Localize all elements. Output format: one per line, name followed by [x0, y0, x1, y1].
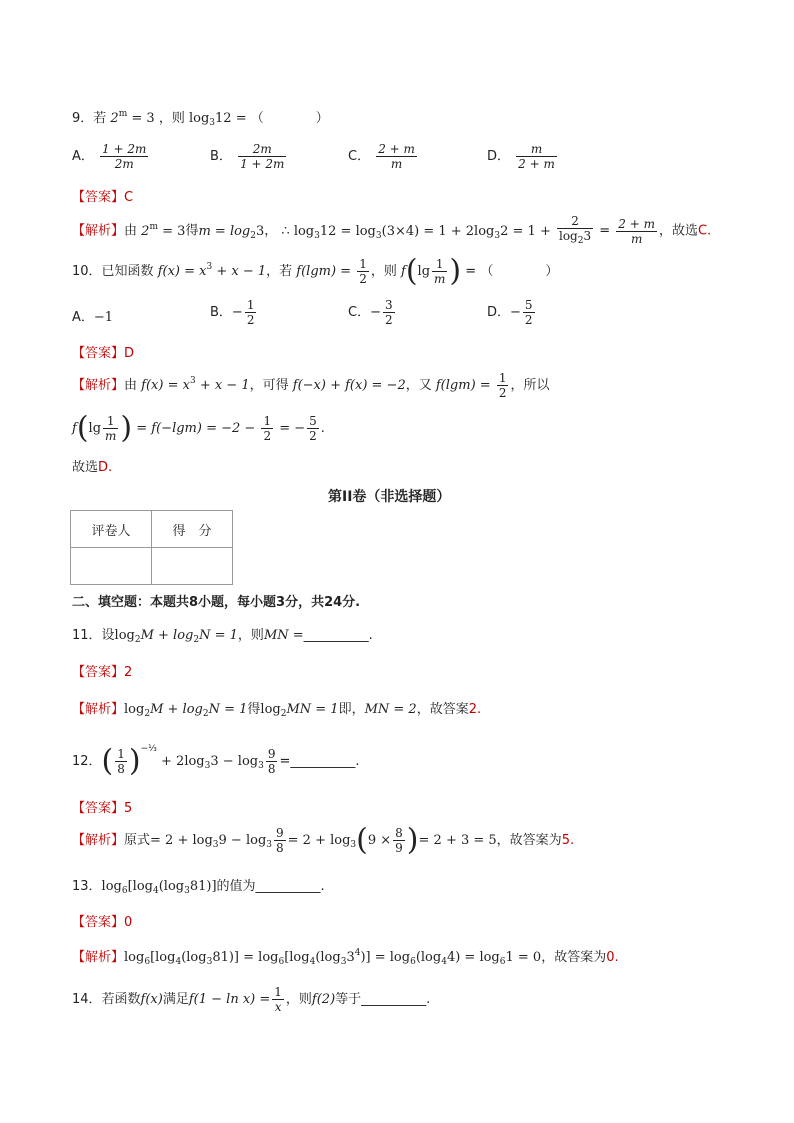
q9-option-a[interactable]: A． $\frac{1 + 2m}{2m}$ [72, 142, 147, 171]
q10-option-b[interactable]: B．− $\frac{1}{2}$ [210, 298, 255, 327]
q9-stem: 9．若 $2^m = 3$ ，则 $\log_312$ = （ ） [72, 109, 329, 128]
q9-option-b[interactable]: B． $\frac{2m}{1 + 2m}$ [210, 142, 285, 171]
q12-stem: 12．( $\frac{1}{8}$ )$^{-\frac{1}{3}} + 2\log_33 - \log_3$ $\frac{9}{8}$ =__________. [72, 743, 360, 779]
q11-stem: 11．设$\log_2M + \log_2N = 1$，则MN =__________. [72, 628, 373, 645]
q9-blank[interactable]: （ ） [250, 111, 329, 126]
score-cell-score[interactable] [152, 548, 233, 585]
q10-option-a[interactable]: A．−1 [72, 310, 114, 325]
score-header-grader: 评卷人 [71, 511, 152, 548]
q10-blank[interactable]: （ ） [480, 264, 559, 279]
q10-option-c[interactable]: C．− $\frac{3}{2}$ [348, 298, 393, 327]
q10-answer: 【答案】D [72, 346, 135, 361]
q12-blank[interactable]: __________ [290, 754, 356, 769]
q10-analysis-line1: 【解析】由 $f(x) = x^3 + x - 1$，可得 f(−x) + f(x) = −2，又 f(lgm) = $\frac{1}{2}$ ，所以 [72, 371, 550, 400]
q11-analysis: 【解析】$\log_2M + \log_2N = 1$得$\log_2MN = 1$即，MN = 2，故答案2. [72, 702, 482, 719]
q9-option-d[interactable]: D． $\frac{m}{2 + m}$ [487, 142, 555, 171]
q11-blank[interactable]: __________ [303, 628, 369, 643]
score-table [70, 510, 233, 585]
q9-option-c[interactable]: C． $\frac{2 + m}{m}$ [348, 142, 415, 171]
q9-answer: 【答案】C [72, 190, 134, 205]
score-header-score: 得 分 [152, 511, 233, 548]
q13-stem: 13．$\log_6[\log_4(\log_381)]$的值为__________. [72, 879, 325, 896]
q11-answer: 【答案】2 [72, 665, 133, 680]
q9-analysis: 【解析】由 $2^m = 3$得$m = \log_23$， ∴ $\log_312 = \log_3(3\times 4) = 1 + 2\log_32 = 1$ + $\frac{2}{\log_23}$ = $\frac{2 + m}{m}$ ，故选C. [72, 214, 712, 246]
q14-blank[interactable]: __________ [361, 992, 427, 1007]
section-title: 第II卷（非选择题） [328, 489, 451, 505]
q10-analysis-line2: f(lg $\frac{1}{m}$ ) = f(−lgm) = −2 − $\frac{1}{2}$ = − $\frac{5}{2}$ . [72, 410, 325, 446]
q10-stem: 10．已知函数 $f(x) = x^3 + x - 1$，若 f(lgm) = $\frac{1}{2}$ ，则 f(lg $\frac{1}{m}$ ) = （ ） [72, 253, 559, 289]
q10-option-d[interactable]: D．− $\frac{5}{2}$ [487, 298, 533, 327]
q14-stem: 14．若函数f(x)满足f(1 − ln x) = $\frac{1}{x}$ ，则f(2)等于__________. [72, 985, 431, 1014]
q12-answer: 【答案】5 [72, 801, 133, 816]
q10-conclusion: 故选D. [72, 460, 113, 475]
q13-answer: 【答案】0 [72, 915, 133, 930]
q13-analysis: 【解析】$\log_6[\log_4(\log_381)] = \log_6[\log_4(\log_33^4)] = \log_6(\log_44) = \log_61 = 0$，故答案为0. [72, 948, 619, 967]
part-two-heading: 二、填空题：本题共8小题，每小题3分，共24分. [72, 595, 361, 610]
q13-blank[interactable]: __________ [255, 879, 321, 894]
score-cell-grader[interactable] [71, 548, 152, 585]
q12-analysis: 【解析】原式= $2 + \log_39 - \log_3$ $\frac{9}{8}$ = $2 + \log_3(9$ × $\frac{8}{9}$ )= 2 + 3 = 5，故答案为5. [72, 822, 575, 858]
